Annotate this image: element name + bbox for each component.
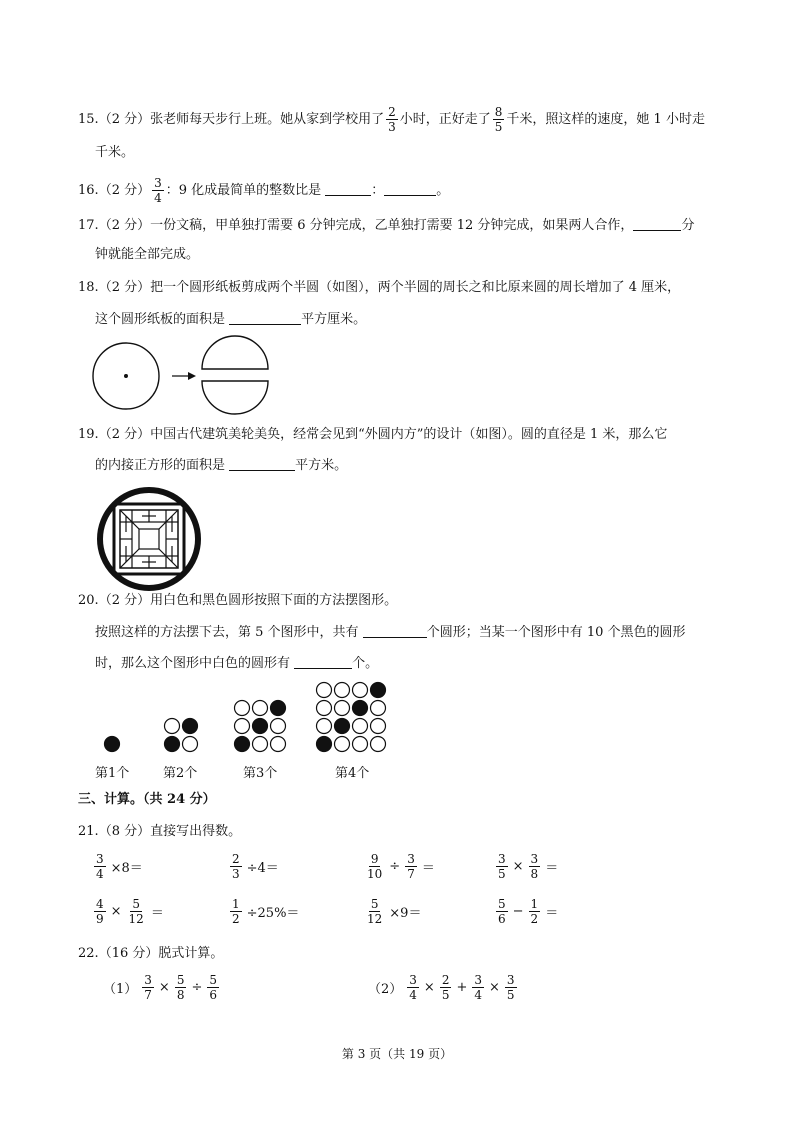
- question-number: 18.: [78, 280, 99, 295]
- answer-blank[interactable]: [229, 456, 295, 471]
- q19-line1: [78, 425, 734, 445]
- answer-blank[interactable]: [363, 623, 427, 638]
- question-text: 千米，照这样的速度，她 1 小时走: [506, 112, 705, 127]
- fraction: $\frac{5}{12}$: [128, 897, 144, 926]
- white-dot: [335, 683, 350, 698]
- circle-to-semicircles-figure: [92, 336, 272, 416]
- answer-blank[interactable]: [229, 310, 301, 325]
- white-dot: [371, 719, 386, 734]
- question-text: 一份文稿，甲单独打需要 6 分钟完成，乙单独打需要 12 分钟完成，如果两人合作，: [150, 218, 634, 233]
- white-dot: [235, 719, 250, 734]
- lower-semicircle: [202, 381, 268, 414]
- fraction: $\frac{5}{6}$: [209, 973, 218, 1002]
- operator: ×: [512, 859, 524, 874]
- answer-blank[interactable]: [633, 216, 681, 231]
- operator: ×: [489, 980, 500, 995]
- white-dot: [271, 719, 286, 734]
- question-text: 的内接正方形的面积是: [95, 458, 226, 473]
- fraction: $\frac{3}{7}$: [144, 973, 152, 1002]
- question-text: 钟就能全部完成。: [95, 247, 200, 262]
- question-text: 平方厘米。: [301, 312, 367, 327]
- white-dot: [353, 737, 368, 752]
- calc-item: [363, 897, 424, 926]
- question-number: 22.: [78, 946, 99, 961]
- q18-line1: [78, 278, 734, 298]
- question-number: 20.: [78, 593, 99, 608]
- question-text: 分: [681, 218, 695, 233]
- center-dot: [124, 374, 128, 378]
- question-score: （2 分）: [98, 218, 151, 233]
- white-dot: [371, 701, 386, 716]
- white-dot: [371, 737, 386, 752]
- question-text: 按照这样的方法摆下去，第 5 个图形中，共有: [95, 625, 359, 640]
- fraction: $\frac{3}{5}$: [498, 852, 506, 881]
- upper-semicircle: [202, 336, 268, 369]
- separator: ：: [371, 183, 385, 198]
- white-dot: [235, 701, 250, 716]
- calc-item: [228, 852, 282, 881]
- q22-line: [78, 944, 734, 964]
- operator: −: [512, 904, 524, 919]
- question-score: （2 分）: [98, 183, 151, 198]
- q19-line2: [95, 456, 734, 476]
- pattern-label-3: 第3个: [243, 766, 278, 781]
- section-heading: 三、计算。（共 24 分）: [78, 792, 216, 807]
- question-text: 直接写出得数。: [150, 824, 242, 839]
- calc-item: [92, 852, 146, 881]
- question-number: 15.: [78, 112, 99, 127]
- question-number: 16.: [78, 183, 99, 198]
- white-dot: [317, 701, 332, 716]
- question-text: 脱式计算。: [158, 946, 224, 961]
- q20-line1: [78, 591, 734, 611]
- fraction: $\frac{3}{4}$: [154, 176, 162, 205]
- calc-item: [92, 897, 167, 926]
- question-text: 把一个圆形纸板剪成两个半圆（如图），两个半圆的周长之和比原来圆的周长增加了 4 厘米，: [150, 280, 681, 295]
- item-label: （1）: [103, 982, 138, 997]
- outer-circle-inner-square-figure: [94, 484, 204, 594]
- question-text: 张老师每天步行上班。她从家到学校用了: [150, 112, 385, 127]
- white-dot: [353, 683, 368, 698]
- fraction: $\frac{1}{2}$: [232, 897, 240, 926]
- page-footer: 第 3 页（共 19 页）: [341, 1047, 453, 1061]
- fraction: $\frac{3}{8}$: [530, 852, 539, 881]
- operator: ÷: [389, 859, 401, 874]
- question-score: （8 分）: [98, 824, 151, 839]
- black-dot: [165, 737, 180, 752]
- question-text: ：9 化成最简单的整数比是: [165, 183, 322, 198]
- black-dot: [353, 701, 368, 716]
- fraction: $\frac{8}{5}$: [494, 105, 503, 134]
- arrow-head: [188, 372, 196, 380]
- expression-tail: ＝: [150, 906, 164, 921]
- q20-line3: [95, 654, 734, 674]
- q17-line1: [78, 216, 734, 236]
- question-number: 17.: [78, 218, 99, 233]
- item-label: （2）: [368, 982, 403, 997]
- question-text: 中国古代建筑美轮美奂，经常会见到“外圆内方”的设计（如图）。圆的直径是 1 米，那么它: [150, 427, 668, 442]
- fraction: $\frac{9}{10}$: [367, 852, 383, 881]
- q21-line: [78, 822, 734, 842]
- operator: +: [456, 980, 468, 995]
- step-calc-2: [365, 973, 519, 1002]
- fraction: $\frac{3}{4}$: [474, 973, 483, 1002]
- black-dot: [335, 719, 350, 734]
- fraction: $\frac{1}{2}$: [530, 897, 539, 926]
- question-score: （2 分）: [98, 593, 151, 608]
- expression-tail: ÷4＝: [246, 861, 279, 876]
- expression-tail: ＝: [545, 861, 559, 876]
- question-score: （2 分）: [98, 280, 151, 295]
- answer-blank[interactable]: [384, 181, 436, 196]
- question-text: 时，那么这个图形中白色的圆形有: [95, 656, 291, 671]
- black-dot: [271, 701, 286, 716]
- question-text: 。: [436, 183, 450, 198]
- step-calc-1: [100, 973, 221, 1002]
- operator: ×: [158, 980, 170, 995]
- question-number: 21.: [78, 824, 99, 839]
- expression-tail: ×9＝: [389, 906, 422, 921]
- white-dot: [335, 737, 350, 752]
- question-score: （2 分）: [98, 427, 151, 442]
- white-dot: [165, 719, 180, 734]
- question-text: 这个圆形纸板的面积是: [95, 312, 226, 327]
- fraction: $\frac{5}{6}$: [498, 897, 506, 926]
- pattern-label-4: 第4个: [335, 766, 370, 781]
- fraction: $\frac{5}{12}$: [367, 897, 383, 926]
- question-text: 小时，正好走了: [399, 112, 491, 127]
- calc-item: [494, 897, 561, 926]
- question-text: 个。: [352, 656, 379, 671]
- answer-blank[interactable]: [325, 181, 371, 196]
- expression-tail: ×8＝: [110, 861, 143, 876]
- white-dot: [335, 701, 350, 716]
- expression-tail: ＝: [421, 861, 435, 876]
- fraction: $\frac{4}{9}$: [96, 897, 104, 926]
- fraction: $\frac{5}{8}$: [176, 973, 185, 1002]
- question-text: 个圆形；当某一个图形中有 10 个黑色的圆形: [426, 625, 686, 640]
- operator: ÷: [191, 980, 203, 995]
- fraction: $\frac{3}{4}$: [409, 973, 417, 1002]
- lattice-pattern: [120, 510, 178, 568]
- fraction: $\frac{3}{7}$: [407, 852, 415, 881]
- question-text: 用白色和黑色圆形按照下面的方法摆图形。: [150, 593, 398, 608]
- operator: ×: [423, 980, 435, 995]
- black-dot: [235, 737, 250, 752]
- fraction: $\frac{3}{5}$: [506, 973, 515, 1002]
- black-dot: [105, 737, 120, 752]
- question-text: 平方米。: [295, 458, 348, 473]
- expression-tail: ÷25%＝: [246, 906, 300, 921]
- black-dot: [183, 719, 198, 734]
- q17-line2: [95, 245, 734, 265]
- q15-line2: [95, 143, 734, 163]
- fraction: $\frac{3}{4}$: [96, 852, 104, 881]
- black-dot: [371, 683, 386, 698]
- pattern-label-2: 第2个: [163, 766, 198, 781]
- black-dot: [253, 719, 268, 734]
- q20-line2: [95, 623, 734, 643]
- white-dot: [253, 737, 268, 752]
- q18-line2: [95, 310, 734, 330]
- white-dot: [317, 719, 332, 734]
- question-text: 千米。: [95, 145, 135, 160]
- white-dot: [253, 701, 268, 716]
- answer-blank[interactable]: [294, 654, 352, 669]
- white-dot: [353, 719, 368, 734]
- white-dot: [183, 737, 198, 752]
- calc-item: [363, 852, 438, 881]
- fraction: $\frac{2}{5}$: [441, 973, 450, 1002]
- white-dot: [317, 683, 332, 698]
- pattern-label-1: 第1个: [95, 766, 130, 781]
- question-number: 19.: [78, 427, 99, 442]
- question-score: （2 分）: [98, 112, 151, 127]
- black-dot: [317, 737, 332, 752]
- white-dot: [271, 737, 286, 752]
- fraction: $\frac{2}{3}$: [232, 852, 240, 881]
- expression-tail: ＝: [545, 906, 559, 921]
- question-score: （16 分）: [98, 946, 159, 961]
- calc-item: [494, 852, 561, 881]
- q15-line1: [78, 105, 734, 134]
- operator: ×: [110, 904, 122, 919]
- fraction: $\frac{2}{3}$: [388, 105, 396, 134]
- calc-item: [228, 897, 302, 926]
- q16-line: [78, 176, 734, 205]
